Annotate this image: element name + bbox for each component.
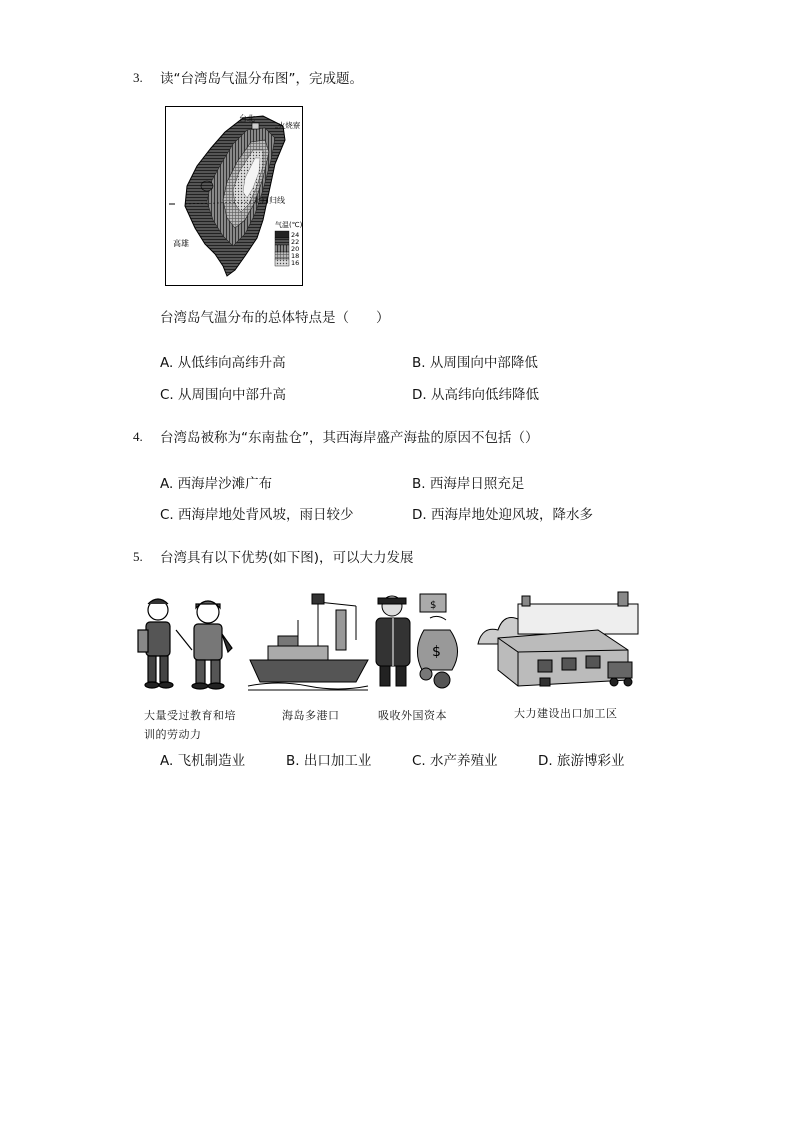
legend-swatch-18 bbox=[275, 252, 289, 259]
legend-swatch-16 bbox=[275, 259, 289, 266]
q4-option-a[interactable]: A. 西海岸沙滩广布 bbox=[160, 476, 273, 492]
legend-value-16: 16 bbox=[291, 259, 300, 267]
legend-value-22: 22 bbox=[291, 238, 300, 246]
temperature-legend bbox=[275, 220, 303, 267]
caption-ports: 海岛多港口 bbox=[282, 709, 340, 722]
q4-option-d[interactable]: D. 西海岸地处迎风坡，降水多 bbox=[412, 507, 593, 523]
q4-stem: 台湾岛被称为“东南盐仓”，其西海岸盛产海盐的原因不包括（） bbox=[160, 430, 539, 446]
legend-title: 气温(℃) bbox=[275, 221, 303, 229]
q3-number: 3. bbox=[133, 70, 143, 85]
q3-option-b[interactable]: B. 从周围向中部降低 bbox=[412, 355, 538, 371]
penghu-islets bbox=[201, 181, 213, 191]
q5-option-b[interactable]: B. 出口加工业 bbox=[286, 753, 372, 769]
caption-labor-line1: 大量受过教育和培 bbox=[144, 709, 236, 722]
advantages-illustration bbox=[136, 590, 648, 696]
q5-option-a[interactable]: A. 飞机制造业 bbox=[160, 753, 246, 769]
label-tropic: 北回归线 bbox=[253, 196, 285, 205]
q5-option-c[interactable]: C. 水产养殖业 bbox=[412, 753, 498, 769]
label-huoshaoliao: 火烧寮 bbox=[277, 121, 301, 130]
taiwan-temperature-map bbox=[165, 106, 303, 286]
workers-illustration bbox=[138, 599, 232, 689]
q3-option-a[interactable]: A. 从低纬向高纬升高 bbox=[160, 355, 286, 371]
foreign-capital-illustration bbox=[376, 594, 458, 688]
q5-stem: 台湾具有以下优势(如下图)，可以大力发展 bbox=[160, 550, 414, 566]
q3-option-d[interactable]: D. 从高纬向低纬降低 bbox=[412, 387, 539, 403]
legend-swatch-22 bbox=[275, 238, 289, 245]
svg-text:$: $ bbox=[432, 644, 441, 660]
q4-option-c[interactable]: C. 西海岸地处背风坡，雨日较少 bbox=[160, 507, 354, 523]
q5-option-d[interactable]: D. 旅游博彩业 bbox=[538, 753, 625, 769]
legend-swatch-24 bbox=[275, 231, 289, 238]
q3-option-c[interactable]: C. 从周围向中部升高 bbox=[160, 387, 287, 403]
legend-swatch-20 bbox=[275, 245, 289, 252]
legend-value-24: 24 bbox=[291, 231, 300, 239]
label-taipei: 台北 bbox=[239, 114, 255, 123]
legend-value-20: 20 bbox=[291, 245, 300, 253]
caption-capital: 吸收外国资本 bbox=[378, 709, 447, 722]
taipei-marker bbox=[252, 123, 259, 129]
q4-option-b[interactable]: B. 西海岸日照充足 bbox=[412, 476, 525, 492]
legend-value-18: 18 bbox=[291, 252, 300, 260]
export-zone-illustration bbox=[478, 592, 638, 686]
port-illustration bbox=[248, 594, 368, 690]
label-kaohsiung: 高雄 bbox=[173, 239, 189, 248]
q5-number: 5. bbox=[133, 549, 143, 564]
caption-labor-line2: 训的劳动力 bbox=[144, 728, 202, 741]
q3-stem: 台湾岛气温分布的总体特点是（ ） bbox=[160, 310, 390, 326]
q4-number: 4. bbox=[133, 429, 143, 444]
svg-text:$: $ bbox=[430, 600, 437, 611]
q3-prompt: 读“台湾岛气温分布图”，完成题。 bbox=[160, 71, 363, 87]
caption-export-zone: 大力建设出口加工区 bbox=[514, 707, 618, 720]
